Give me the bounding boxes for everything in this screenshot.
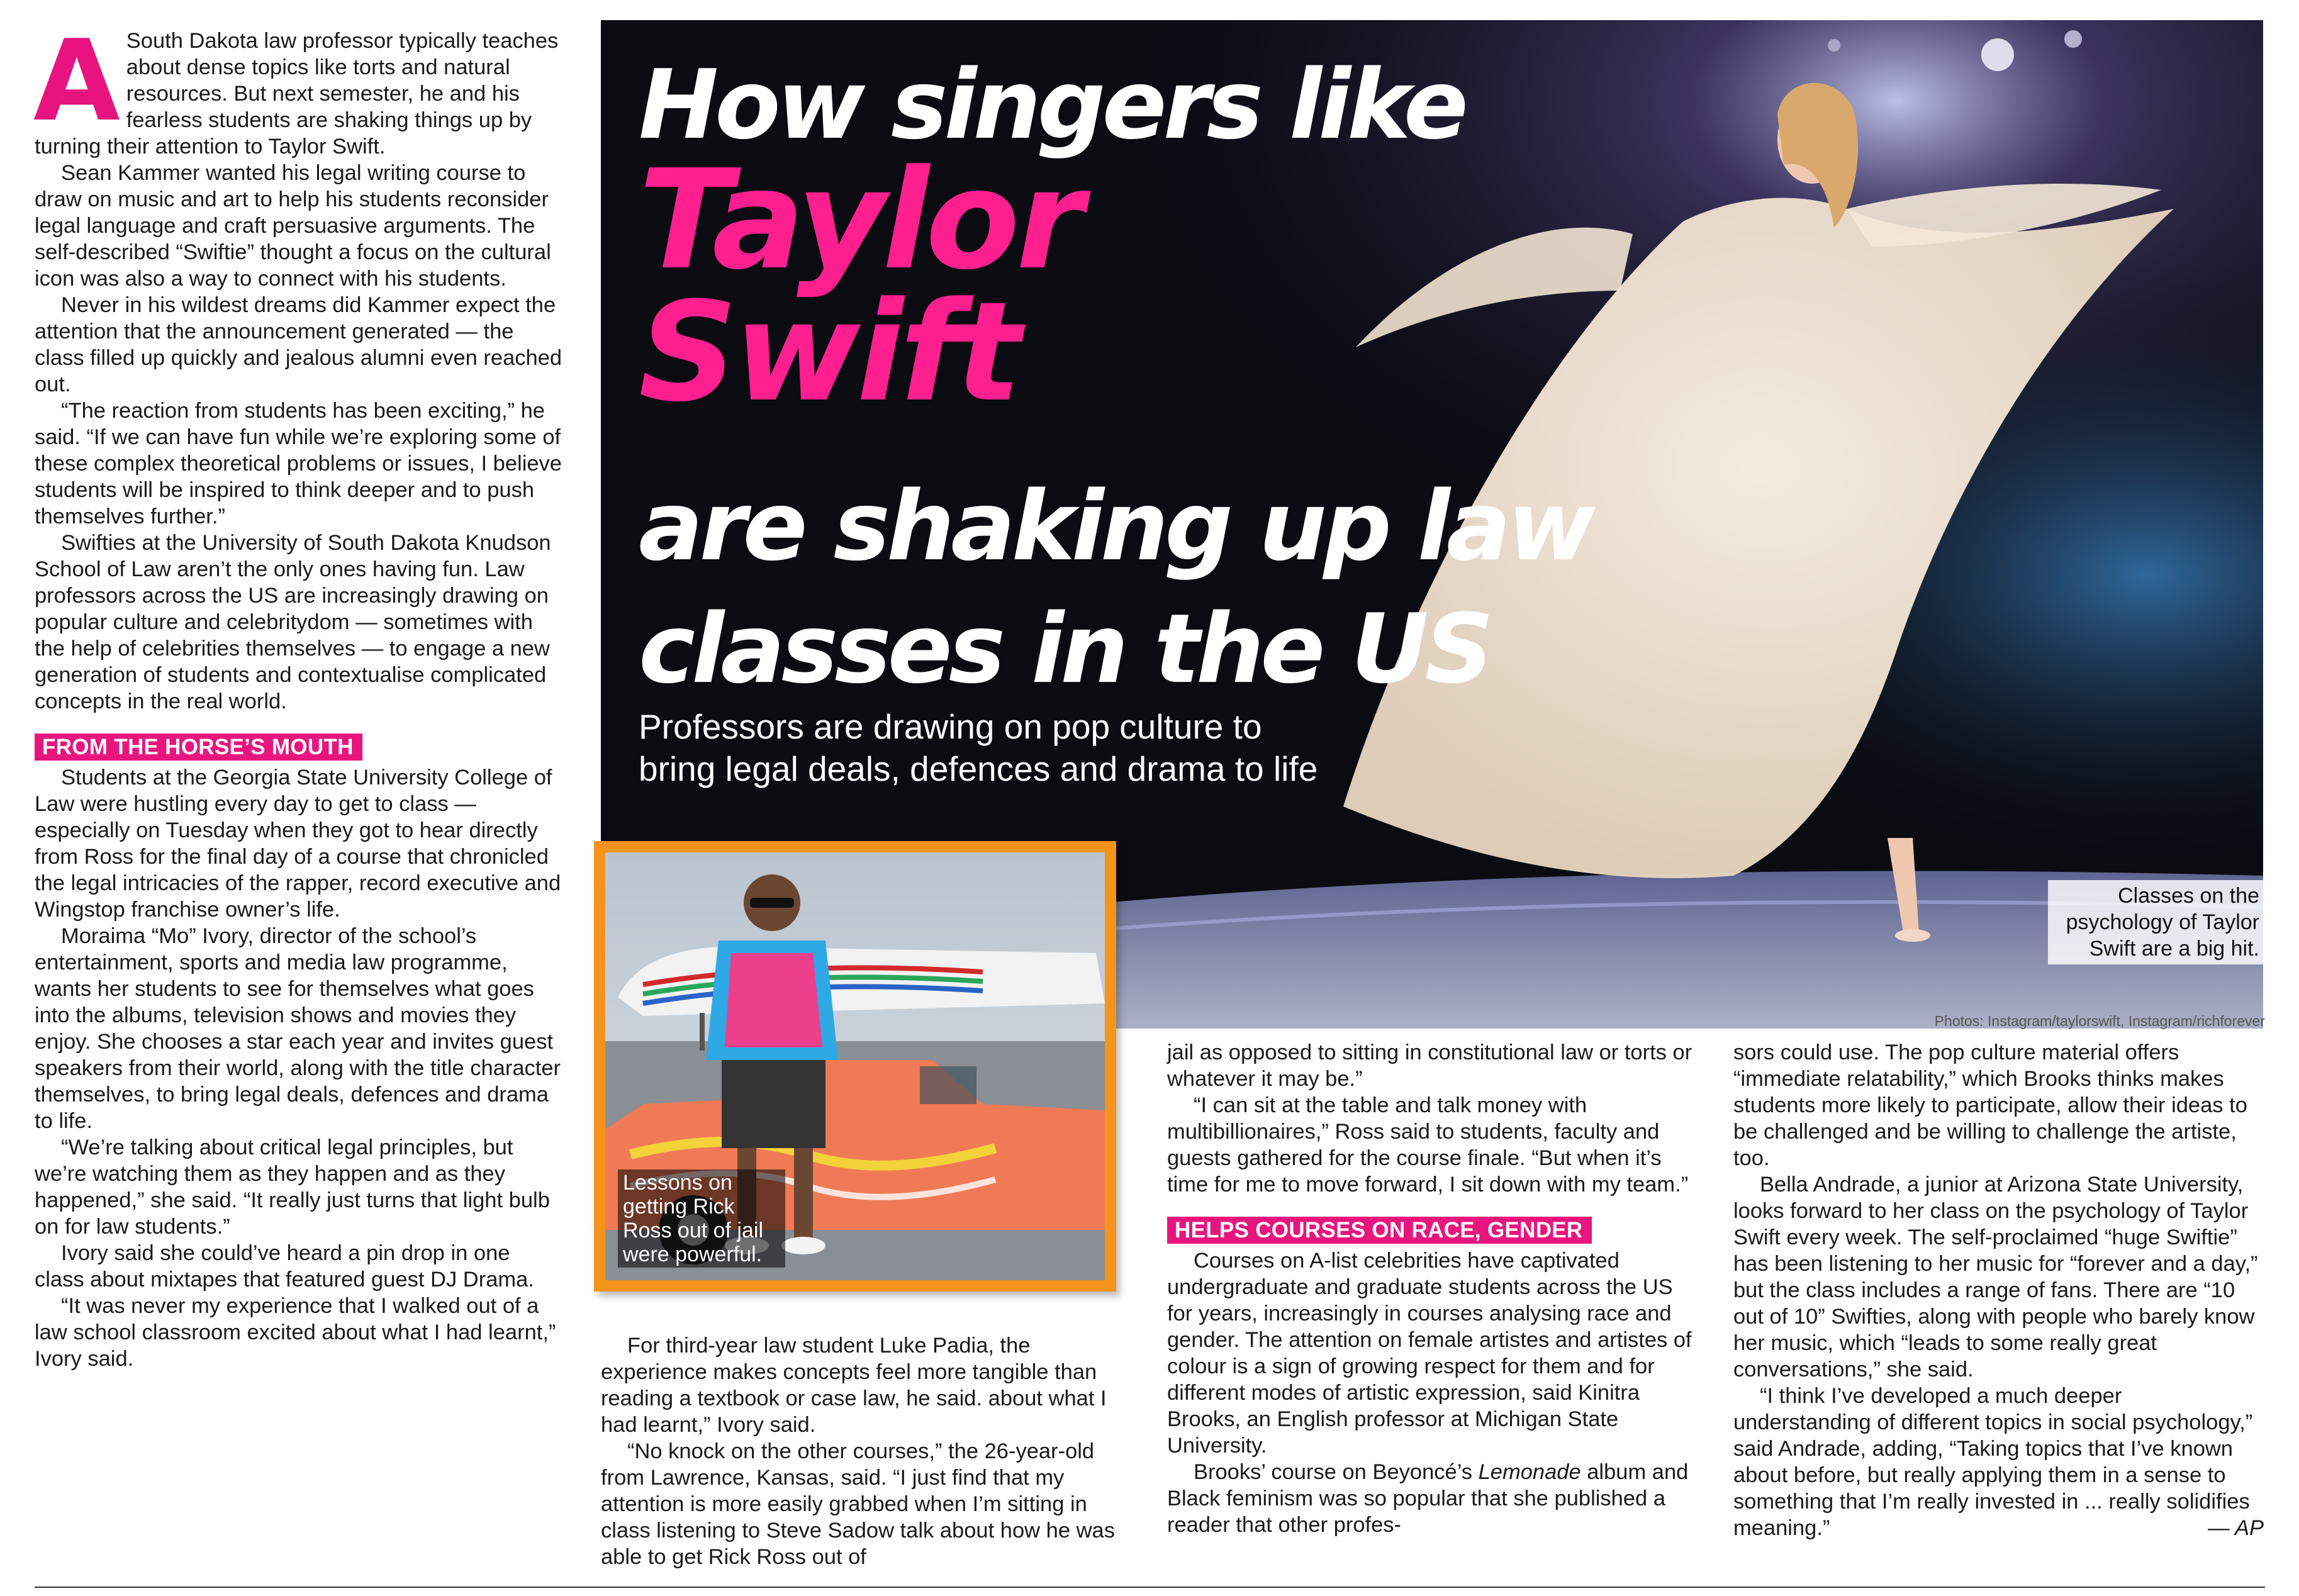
body-paragraph: Swifties at the University of South Dakota Knudson School of Law aren’t the only ones having fun. Law professors across the US are increasingly drawing on popular culture and celebritydom — sometimes with the help of celebrities themselves — to engage a new generation of students and contextualise complicated concepts in the real world. (35, 531, 551, 713)
body-paragraph: “No knock on the other courses,” the 26-year-old from Lawrence, Kansas, said. “I just find that my attention is more easily grabbed when I’m sitting in class listening to Steve Sadow talk about how he was able to get Rick Ross out of (601, 1439, 1115, 1569)
standfirst: Professors are drawing on pop culture to bring legal deals, defences and drama to life (639, 707, 1318, 788)
body-paragraph: For third-year law student Luke Padia, the experience makes concepts feel more tangible than reading a textbook or case law, he said. about what I had learnt,” Ivory said. (601, 1334, 1107, 1437)
body-paragraph (1733, 1383, 2264, 1541)
article-column-2 (601, 1332, 1131, 1570)
album-title: Lemonade (1478, 1460, 1581, 1484)
headline-line-4: are shaking up law (639, 471, 1592, 582)
subhead-horses-mouth: FROM THE HORSE’S MOUTH (35, 734, 362, 761)
headline-taylor: Taylor (639, 141, 1080, 300)
article-column-3 (1167, 1039, 1698, 1538)
article-column-4 (1733, 1039, 2264, 1541)
headline-line-5: classes in the US (639, 593, 1491, 705)
photo-credit: Photos: Instagram/taylorswift, Instagram/richforever (1934, 1013, 2265, 1029)
body-paragraph (1167, 1459, 1698, 1538)
article-column-1 (33, 16, 565, 1372)
body-paragraph: “It was never my experience that I walked out of a law school classroom excited about what I had learnt,” Ivory said. (35, 1294, 556, 1371)
headline-swift: Swift (639, 273, 1018, 432)
drop-cap: A (33, 16, 118, 146)
text-run: album and Black feminism was so popular that she published a reader that other profes- (1167, 1460, 1689, 1537)
body-paragraph: sors could use. The pop culture material offers “immediate relatability,” which Brooks thinks makes students more likely to participate, allow their ideas to be challenged and be willing to challenge the artiste, too. (1733, 1041, 2247, 1170)
text-run: “I think I’ve developed a much deeper understanding of different topics in social psychology,” said Andrade, adding, “Taking topics that I’ve known about before, but really applying them in a sense to something that I’m really invested in ... really solidifies meaning.” (1733, 1384, 2253, 1540)
subhead-race-gender: HELPS COURSES ON RACE, GENDER (1167, 1217, 1592, 1244)
body-paragraph: “I can sit at the table and talk money with multibillionaires,” Ross said to students, faculty and guests gathered for the course finale. “But when it’s time for me to move forward, I sit down with my team.” (1167, 1093, 1689, 1197)
inset-caption: Lessons on getting Rick Ross out of jail were powerful. (618, 1169, 785, 1268)
body-paragraph: Ivory said she could’ve heard a pin drop in one class about mixtapes that featured guest DJ Drama. (35, 1241, 534, 1292)
hero-caption: Classes on the psychology of Taylor Swift are a big hit. (2048, 880, 2263, 964)
body-paragraph: Moraima “Mo” Ivory, director of the school’s entertainment, sports and media law programme, wants her students to see for themselves what goes into the albums, television shows and movies they enjoy. She chooses a star each year and invites guest speakers from their world, along with the title character themselves, to bring legal deals, defences and drama to life. (35, 924, 561, 1133)
headline-line-1: How singers like (639, 49, 1465, 160)
body-paragraph: jail as opposed to sitting in constitutional law or torts or whatever it may be.” (1167, 1041, 1692, 1091)
inset-photo (605, 852, 1105, 1280)
body-paragraph: Courses on A-list celebrities have captivated undergraduate and graduate students across the US for years, increasingly in courses analysing race and gender. The attention on female artistes and artistes of colour is a sign of growing respect for them and for different modes of artistic expression, said Kinitra Brooks, an English professor at Michigan State University. (1167, 1249, 1692, 1458)
byline: — AP (2208, 1516, 2264, 1540)
body-paragraph: Students at the Georgia State University College of Law were hustling every day to get to class — especially on Tuesday when they got to hear directly from Ross for the final day of a course that chronicled the legal intricacies of the rapper, record executive and Wingstop franchise owner’s life. (35, 766, 561, 922)
inset-photo-frame (594, 841, 1116, 1292)
body-paragraph: Bella Andrade, a junior at Arizona State University, looks forward to her class on the psychology of Taylor Swift every week. The self-proclaimed “huge Swiftie” has been listening to her music for “forever and a day,” but the class includes a range of fans. There are “10 out of 10” Swifties, along with people who barely know her music, which “leads to some really great conversations,” she said. (1733, 1173, 2258, 1381)
body-paragraph: South Dakota law professor typically teaches about dense topics like torts and natural resources. But next semester, he and his fearless students are shaking things up by turning their attention to Taylor Swift. (35, 29, 559, 159)
body-paragraph: “The reaction from students has been exciting,” he said. “If we can have fun while we’re exploring some of these complex theoretical problems or issues, I believe students will be inspired to think deeper and to push themselves further.” (35, 399, 562, 528)
bottom-rule (35, 1587, 2265, 1588)
body-paragraph: Never in his wildest dreams did Kammer expect the attention that the announcement generated — the class filled up quickly and jealous alumni even reached out. (35, 293, 562, 396)
body-paragraph: Sean Kammer wanted his legal writing course to draw on music and art to help his students reconsider legal language and craft persuasive arguments. The self-described “Swiftie” thought a focus on the cultural icon was also a way to connect with his students. (35, 161, 551, 291)
text-run: Brooks’ course on Beyoncé’s (1194, 1460, 1479, 1484)
body-paragraph: “We’re talking about critical legal principles, but we’re watching them as they happen and as they happened,” she said. “It really just turns that light bulb on for law students.” (35, 1136, 550, 1239)
